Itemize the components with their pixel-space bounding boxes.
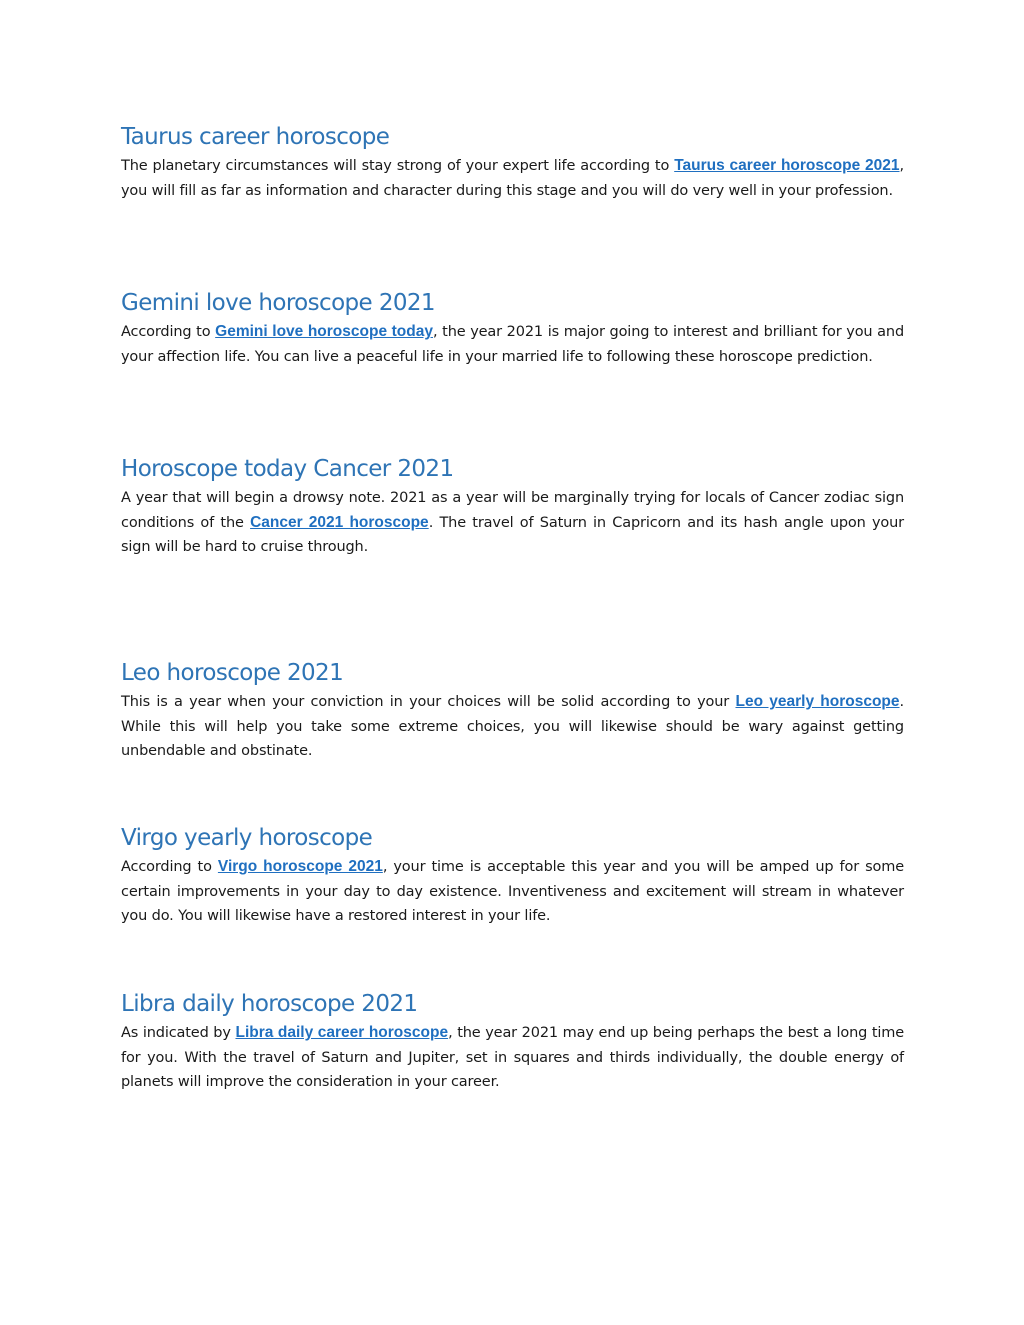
section-paragraph <box>121 1021 904 1095</box>
paragraph-text: A year that will begin a drowsy note. 2021 as a year will be marginally trying for locals of Cancer zodiac sign conditions of the <box>121 490 904 531</box>
virgo-horoscope-link[interactable]: Virgo horoscope 2021 <box>217 858 383 875</box>
section-taurus-career <box>121 122 904 203</box>
paragraph-text: , the year 2021 is major going to interest and brilliant for you and your affection life. You can live a peaceful life in your married life to following these horoscope prediction. <box>121 324 905 365</box>
section-heading: Libra daily horoscope 2021 <box>121 991 418 1017</box>
section-gemini-love <box>121 288 904 369</box>
taurus-career-horoscope-link[interactable]: Taurus career horoscope 2021 <box>674 157 900 174</box>
paragraph-text: According to <box>121 859 218 875</box>
paragraph-text: , your time is acceptable this year and you will be amped up for some certain improvements in your day to day existence. Inventiveness and excitement will stream in whatever you do. You will likewise have a restored interest in your life. <box>121 859 904 924</box>
paragraph-text: The planetary circumstances will stay strong of your expert life according to <box>121 158 675 174</box>
section-paragraph <box>121 154 904 203</box>
gemini-love-horoscope-link[interactable]: Gemini love horoscope today <box>215 323 433 340</box>
section-paragraph <box>121 855 904 929</box>
libra-daily-career-horoscope-link[interactable]: Libra daily career horoscope <box>235 1024 449 1041</box>
section-cancer-today <box>121 454 904 560</box>
paragraph-text: , the year 2021 may end up being perhaps the best a long time for you. With the travel of Saturn and Jupiter, set in squares and thirds individually, the double energy of planets will improve the consideration in your career. <box>121 1025 905 1090</box>
paragraph-text: According to <box>121 324 216 340</box>
paragraph-text: , you will fill as far as information and character during this stage and you will do very well in your profession. <box>121 158 904 199</box>
paragraph-text: . While this will help you take some extreme choices, you will likewise should be wary against getting unbendable and obstinate. <box>121 694 904 759</box>
section-virgo-yearly <box>121 823 904 929</box>
section-paragraph <box>121 320 904 369</box>
paragraph-text: This is a year when your conviction in your choices will be solid according to your <box>121 694 736 710</box>
paragraph-text: . The travel of Saturn in Capricorn and its hash angle upon your sign will be hard to cruise through. <box>121 514 904 555</box>
section-heading: Leo horoscope 2021 <box>121 660 344 686</box>
leo-yearly-horoscope-link[interactable]: Leo yearly horoscope <box>735 693 900 710</box>
section-libra-daily <box>121 989 904 1095</box>
section-paragraph <box>121 486 904 560</box>
section-heading: Horoscope today Cancer 2021 <box>121 456 454 482</box>
paragraph-text: As indicated by <box>121 1025 236 1041</box>
cancer-horoscope-link[interactable]: Cancer 2021 horoscope <box>250 513 429 531</box>
section-paragraph <box>121 690 904 764</box>
section-heading: Gemini love horoscope 2021 <box>121 290 435 316</box>
section-heading: Virgo yearly horoscope <box>121 825 373 851</box>
section-leo <box>121 658 904 764</box>
section-heading: Taurus career horoscope <box>121 124 390 150</box>
